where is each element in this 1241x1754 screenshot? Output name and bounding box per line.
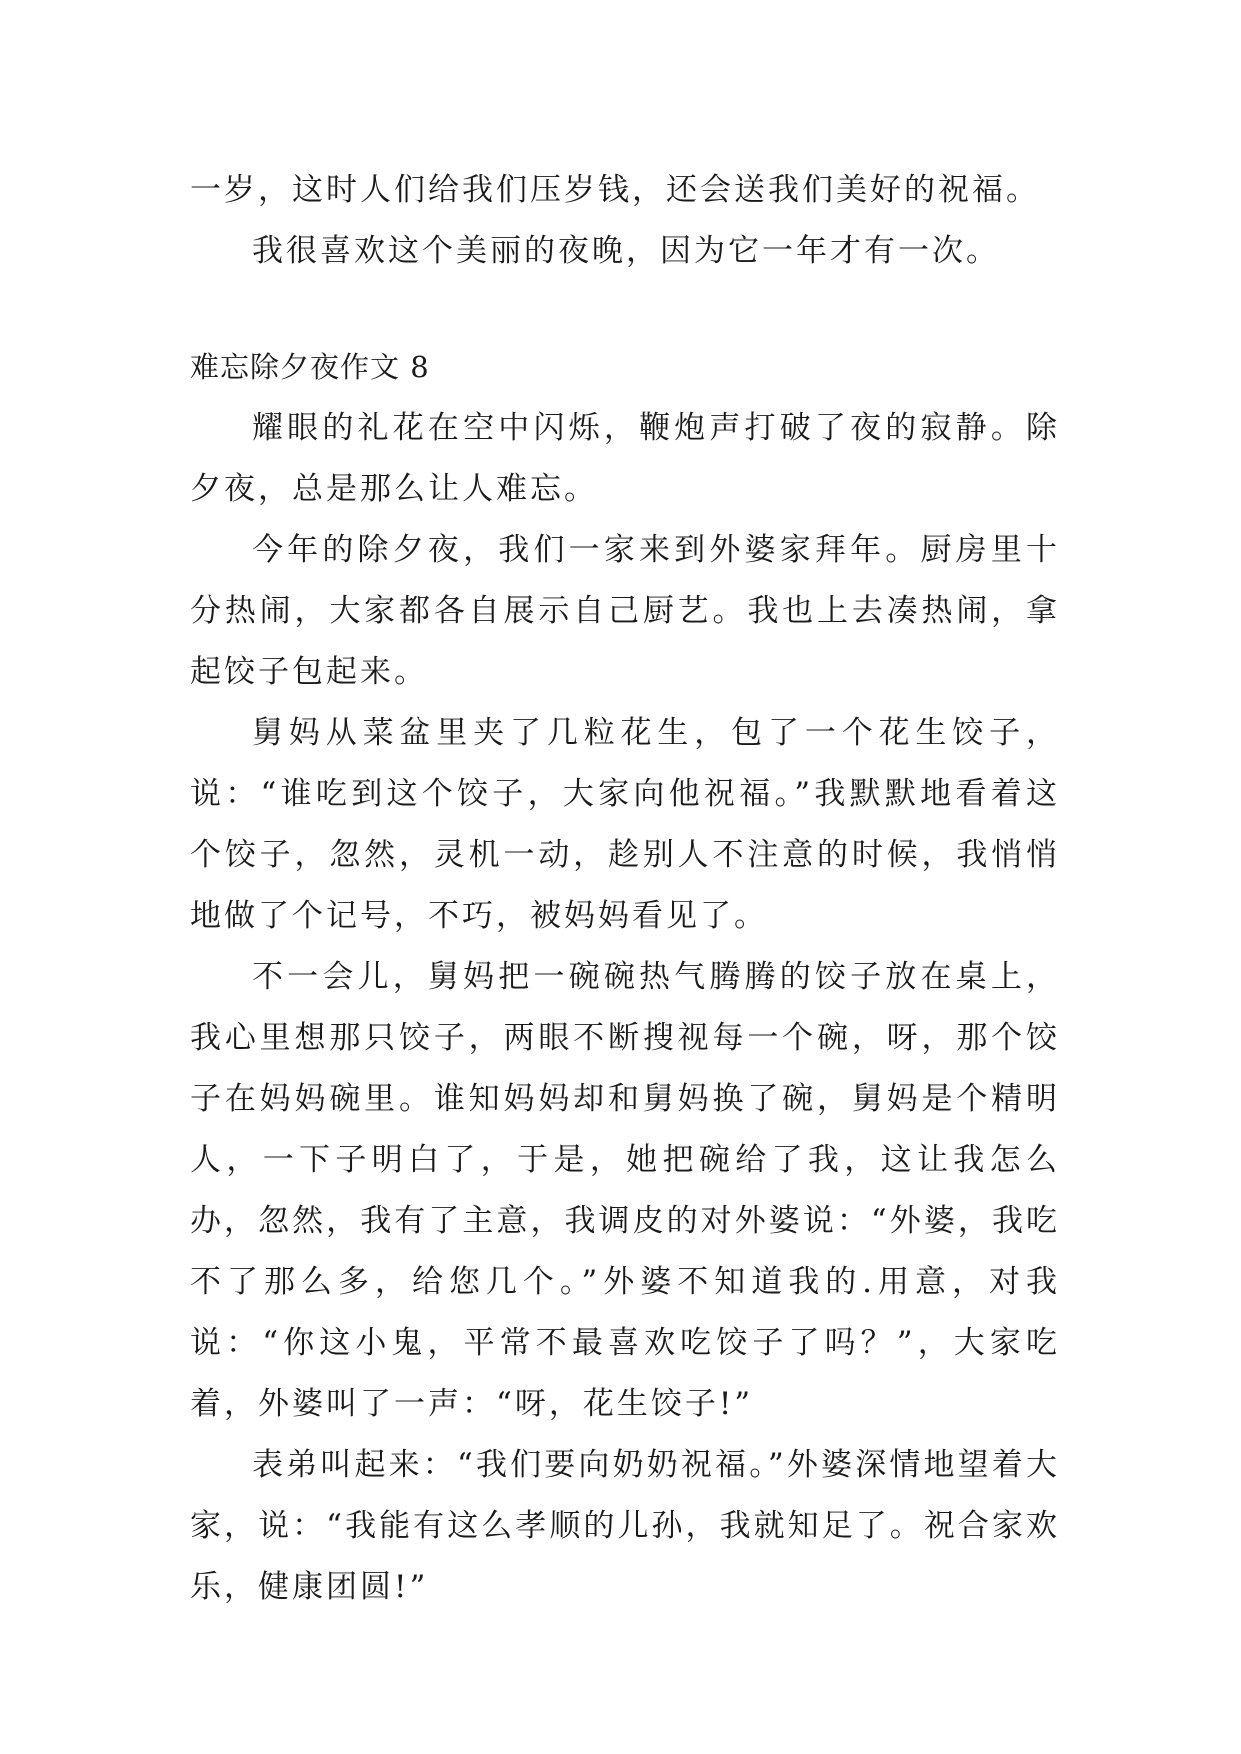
article-paragraph-5: 表弟叫起来：“我们要向奶奶祝福。”外婆深情地望着大家，说：“我能有这么孝顺的儿孙，我就知足了。祝合家欢乐，健康团圆!” — [190, 1447, 1060, 1605]
article-paragraph-1: 耀眼的礼花在空中闪烁，鞭炮声打破了夜的寂静。除夕夜，总是那么让人难忘。 — [190, 410, 1060, 507]
article-paragraph-2: 今年的除夕夜，我们一家来到外婆家拜年。厨房里十分热闹，大家都各自展示自己厨艺。我也上去凑热闹，拿起饺子包起来。 — [190, 532, 1060, 690]
article-paragraph-4: 不一会儿，舅妈把一碗碗热气腾腾的饺子放在桌上，我心里想那只饺子，两眼不断搜视每一个碗，呀，那个饺子在妈妈碗里。谁知妈妈却和舅妈换了碗，舅妈是个精明人，一下子明白了，于是，她把碗给了我，这让我怎么办，忽然，我有了主意，我调皮的对外婆说：“外婆，我吃不了那么多，给您几个。”外婆不知道我的.用意，对我说：“你这小鬼，平常不最喜欢吃饺子了吗？”，大家吃着，外婆叫了一声：“呀，花生饺子!” — [190, 959, 1060, 1422]
continuation-paragraph-1: 一岁，这时人们给我们压岁钱，还会送我们美好的祝福。 — [190, 172, 1040, 208]
section-gap — [190, 282, 1060, 337]
document-body — [190, 160, 1060, 1618]
article-title: 难忘除夕夜作文 8 — [190, 350, 430, 384]
article-paragraph-3: 舅妈从菜盆里夹了几粒花生，包了一个花生饺子，说：“谁吃到这个饺子，大家向他祝福。”我默默地看着这个饺子，忽然，灵机一动，趁别人不注意的时候，我悄悄地做了个记号，不巧，被妈妈看见了。 — [190, 715, 1060, 934]
continuation-paragraph-2: 我很喜欢这个美丽的夜晚，因为它一年才有一次。 — [252, 233, 1000, 269]
